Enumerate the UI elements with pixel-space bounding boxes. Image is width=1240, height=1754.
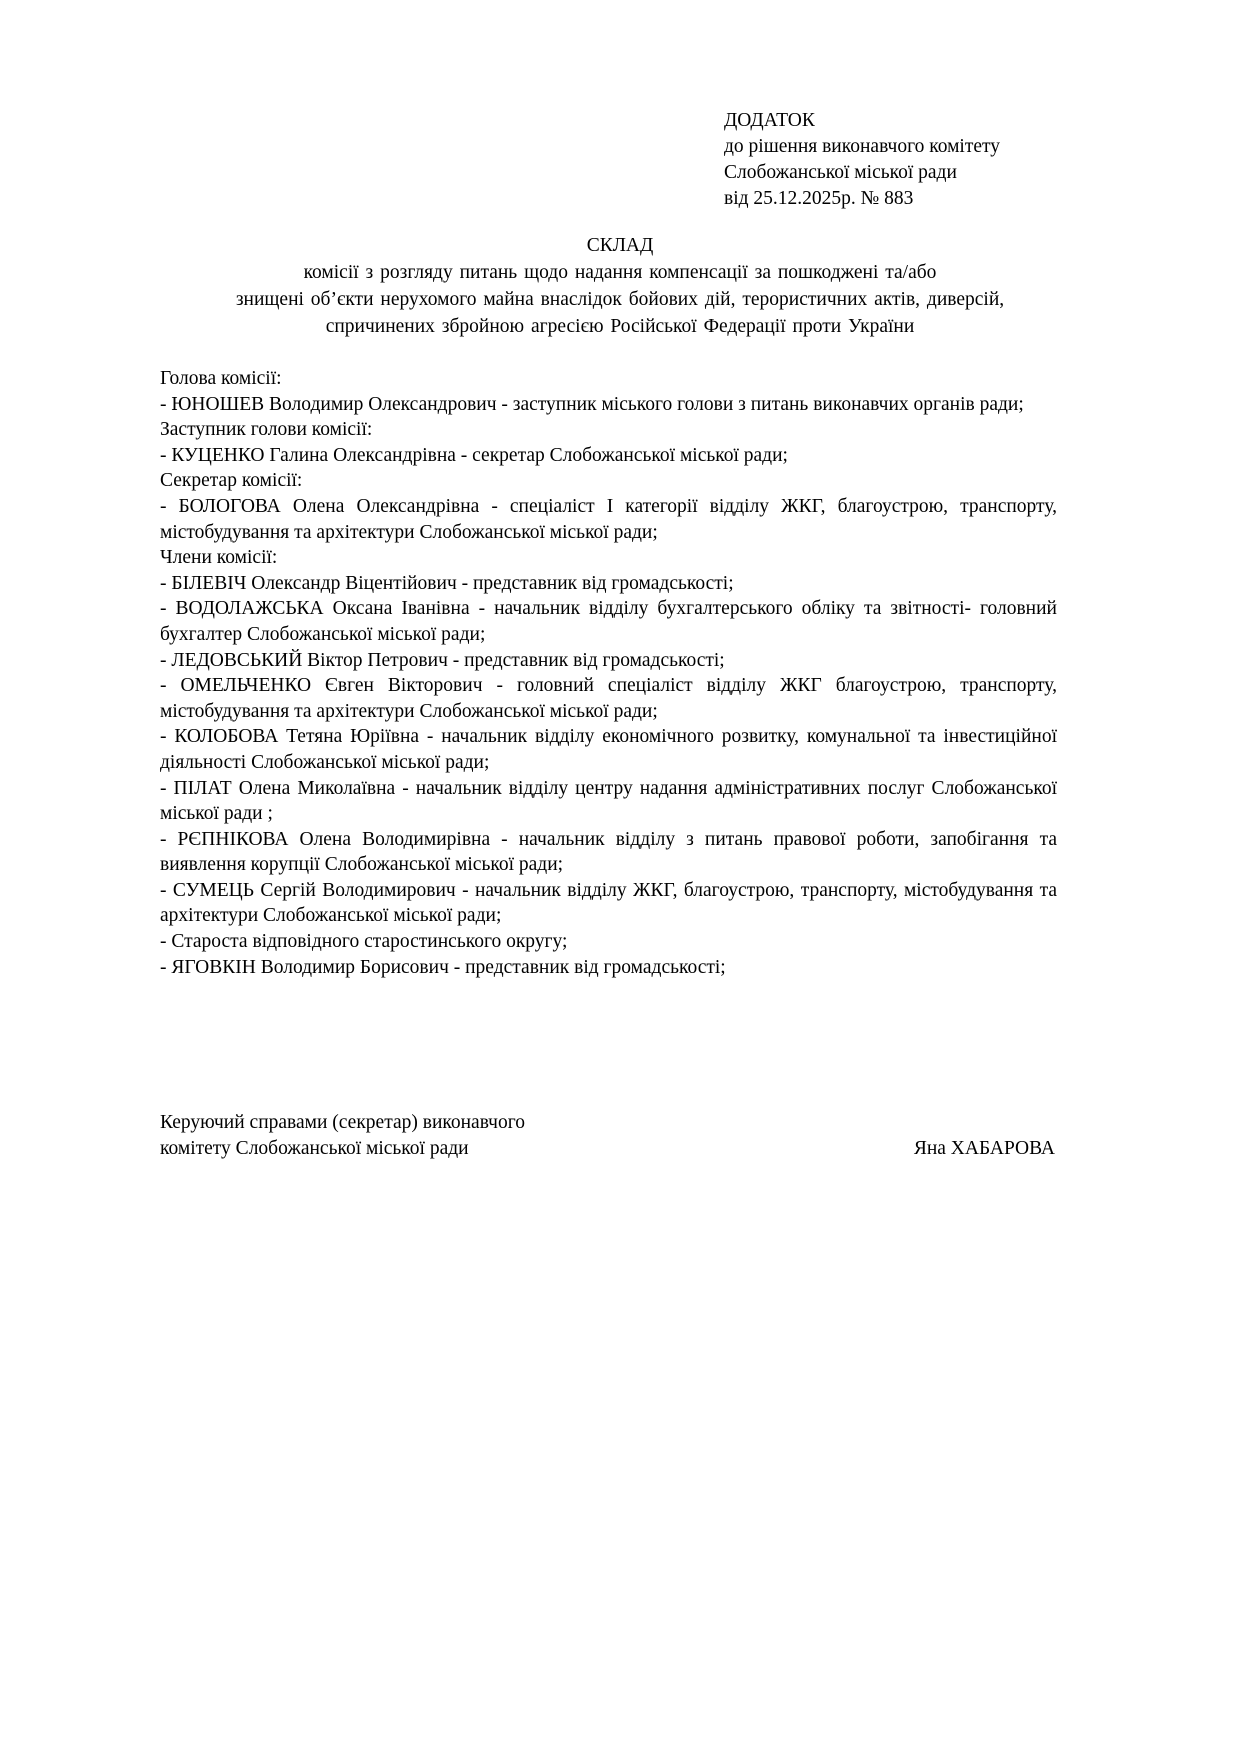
appendix-header-line: до рішення виконавчого комітету bbox=[724, 136, 1001, 157]
appendix-header-line: ДОДАТОК bbox=[724, 110, 815, 131]
member-entry: - ПІЛАТ Олена Миколаївна - начальник відділу центру надання адміністративних послуг Слобожанської міської ради ; bbox=[160, 777, 1057, 825]
member-entry: - Староста відповідного старостинського округу; bbox=[160, 931, 568, 953]
member-entry: - КУЦЕНКО Галина Олександрівна - секретар Слобожанської міської ради; bbox=[160, 444, 788, 466]
member-entry: - ЮНОШЕВ Володимир Олександрович - заступник міського голови з питань виконавчих органів ради; bbox=[160, 393, 1024, 415]
appendix-header-line: Слобожанської міської ради bbox=[724, 162, 957, 183]
role-label: Члени комісії: bbox=[160, 547, 278, 569]
member-entry: - КОЛОБОВА Тетяна Юріївна - начальник відділу економічного розвитку, комунальної та інвестиційної діяльності Слобожанської міської ради; bbox=[160, 726, 1057, 773]
member-entry: - РЄПНІКОВА Олена Володимирівна - начальник відділу з питань правової роботи, запобігання та виявлення корупції Слобожанської міської ради; bbox=[160, 828, 1057, 876]
commission-member-list bbox=[160, 366, 1057, 980]
member-entry: - БОЛОГОВА Олена Олександрівна - спеціаліст І категорії відділу ЖКГ, благоустрою, транспорту, містобудування та архітектури Слобожанської міської ради; bbox=[160, 495, 1057, 543]
member-entry: - БІЛЕВІЧ Олександр Віцентійович - представник від громадськості; bbox=[160, 572, 734, 594]
document-subtitle-line: комісії з розгляду питань щодо надання компенсації за пошкоджені та/або bbox=[303, 262, 937, 283]
member-entry: - СУМЕЦЬ Сергій Володимирович - начальник відділу ЖКГ, благоустрою, транспорту, містобудування та архітектури Слобожанської міської ради; bbox=[160, 879, 1057, 927]
member-entry: - ВОДОЛАЖСЬКА Оксана Іванівна - начальник відділу бухгалтерського обліку та звітності- головний бухгалтер Слобожанської міської ради; bbox=[160, 598, 1057, 645]
appendix-header bbox=[724, 108, 1000, 212]
signatory-position-line: комітету Слобожанської міської ради bbox=[160, 1138, 469, 1159]
document-title-block bbox=[120, 232, 1120, 340]
role-label: Голова комісії: bbox=[160, 368, 282, 389]
role-label: Заступник голови комісії: bbox=[160, 419, 373, 441]
document-subtitle-line: знищені об’єкти нерухомого майна внаслідок бойових дій, терористичних актів, диверсій, bbox=[235, 289, 1005, 310]
member-entry: - ЛЕДОВСЬКИЙ Віктор Петрович - представник від громадськості; bbox=[160, 649, 725, 671]
role-label: Секретар комісії: bbox=[160, 470, 303, 492]
signatory-position bbox=[160, 1110, 525, 1162]
signatory-name: Яна ХАБАРОВА bbox=[913, 1138, 1055, 1159]
signatory-position-line: Керуючий справами (секретар) виконавчого bbox=[160, 1112, 525, 1133]
member-entry: - ЯГОВКІН Володимир Борисович - представник від громадськості; bbox=[160, 956, 726, 978]
appendix-header-line: від 25.12.2025р. № 883 bbox=[724, 188, 914, 209]
member-entry: - ОМЕЛЬЧЕНКО Євген Вікторович - головний спеціаліст відділу ЖКГ благоустрою, транспорту, містобудування та архітектури Слобожанської міської ради; bbox=[160, 675, 1057, 722]
document-title: СКЛАД bbox=[586, 235, 654, 256]
document-subtitle-line: спричинених збройною агресією Російської Федерації проти України bbox=[325, 316, 915, 337]
signature-block bbox=[160, 1110, 1055, 1162]
